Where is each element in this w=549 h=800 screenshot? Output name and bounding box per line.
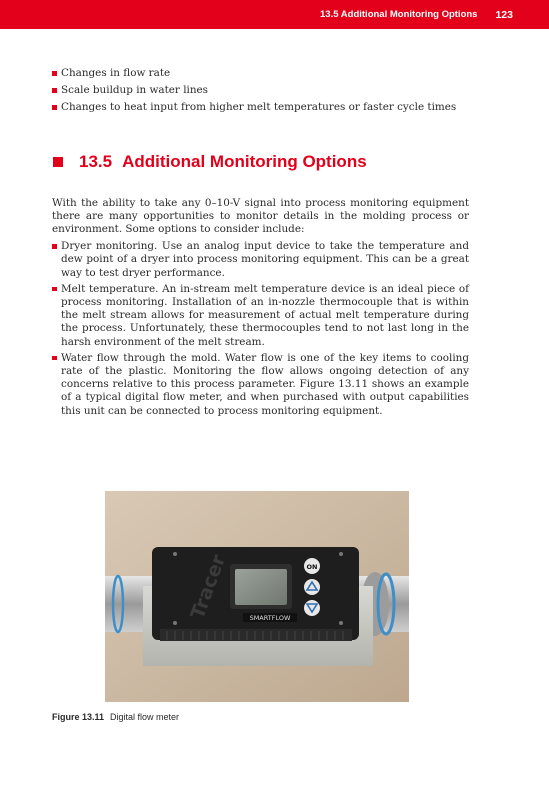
list-item [52,84,469,97]
on-button-label: ON [306,563,318,571]
heading-square-icon [53,157,63,167]
list-item-text: Changes in flow rate [61,67,171,79]
device-model: SMARTFLOW [249,614,291,622]
section-paragraph: With the ability to take any 0–10-V signal into process monitoring equipment there are many opportunities to monitor details in the molding process or environment. Some options to consider include: [52,196,469,236]
section-title: Additional Monitoring Options [122,151,367,171]
bullet-square-icon [52,356,57,361]
list-item [52,283,469,349]
list-item-text: Dryer monitoring. Use an analog input device to take the temperature and dew point of a dryer into process monitoring equipment. This can be a great way to test dryer performance. [61,240,469,279]
intro-bullet-list [52,67,469,115]
list-item [52,67,469,80]
list-item [52,240,469,280]
flow-meter-illustration [105,491,409,702]
list-item-text: Scale buildup in water lines [61,84,209,97]
list-item-text: Changes to heat input from higher melt temperatures or faster cycle times [61,101,457,114]
list-item [52,101,469,114]
figure-label: Figure 13.11 [52,712,105,722]
section-heading [52,151,469,173]
device-brand: Tracer [186,551,231,622]
meter-fins [160,629,352,641]
running-header [0,0,549,29]
flow-meter-photo [105,491,409,702]
figure-caption [52,712,179,722]
bullet-square-icon [52,105,57,110]
figure-caption-text: Digital flow meter [110,712,180,722]
section-number: 13.5 [79,151,113,171]
bullet-square-icon [52,244,57,249]
bullet-square-icon [52,71,57,76]
running-header-section: 13.5 Additional Monitoring Options [320,9,478,20]
list-item-text: Melt temperature. An in-stream melt temperature device is an ideal piece of process monitoring. Installation of an in-nozzle thermocouple that is within the melt stream allows for measurement of actual melt temperature during the process. Unfortunately, these thermocouples tend to not last long in the harsh environment of the melt stream. [61,282,469,348]
bullet-square-icon [52,287,57,292]
page-content [52,62,469,421]
down-arrow-button [304,600,320,616]
lcd-screen [235,569,287,605]
options-bullet-list [52,240,469,418]
list-item [52,352,469,418]
list-item-text: Water flow through the mold. Water flow is one of the key items to cooling rate of the plastic. Monitoring the flow allows ongoing detection of any concerns relative to this process parameter. Figure 13.11 shows an example of a typical digital flow meter, and when purchased with output capabilities this unit can be connected to process monitoring equipment. [61,351,469,417]
page-number: 123 [495,8,513,21]
bullet-square-icon [52,88,57,93]
